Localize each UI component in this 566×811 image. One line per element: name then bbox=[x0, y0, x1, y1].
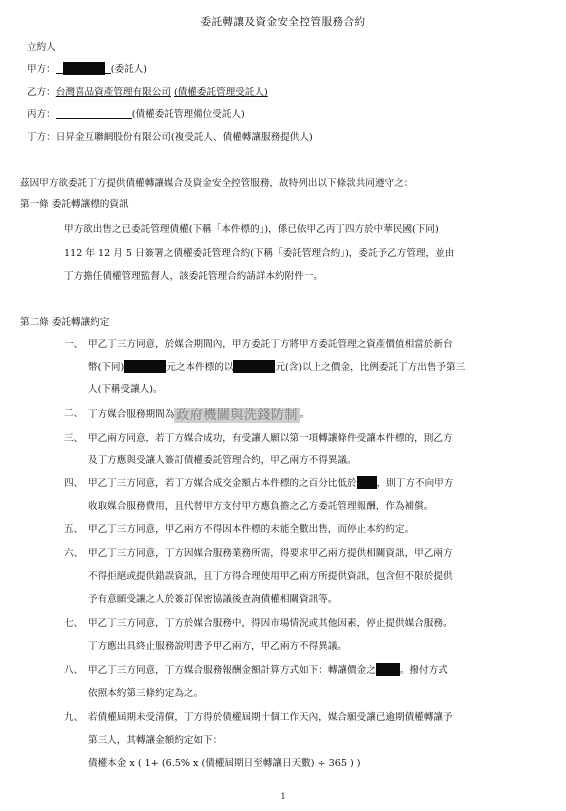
item-4-text-a: 甲乙丁三方同意，若丁方媒合成交金額占本件標的之百分比低於 bbox=[88, 478, 357, 489]
item-6-line-3: 予有意願受讓之人於簽訂保密協議後查詢債權相關資訊等。 bbox=[88, 594, 338, 605]
item-9-line-2: 第三人，其轉讓金額約定如下： bbox=[88, 735, 223, 746]
party-d-label: 丁方： bbox=[27, 132, 56, 143]
item-5-number: 五、 bbox=[64, 524, 84, 535]
item-2-line-1 bbox=[88, 404, 309, 423]
party-c-line bbox=[27, 106, 245, 120]
item-7-line-2: 丁方應出具終止服務說明書予甲乙兩方，甲乙兩方不得異議。 bbox=[88, 641, 348, 652]
party-a-label: 甲方： bbox=[27, 64, 56, 75]
page-number: 1 bbox=[280, 792, 286, 801]
item-2-watermark: 政府機關與洗錢防制 bbox=[176, 408, 298, 423]
item-1-text-c: 元(含)以上之價金，比例委託丁方出售予第三 bbox=[275, 362, 466, 373]
article-2-heading: 第二條 委託轉讓約定 bbox=[20, 317, 110, 328]
item-8-text-b: 。撥付方式 bbox=[399, 665, 448, 676]
item-1-redaction-1 bbox=[124, 360, 166, 373]
item-9-number: 九、 bbox=[64, 712, 84, 723]
party-b-label: 乙方： bbox=[27, 87, 56, 98]
party-b-line bbox=[27, 84, 268, 98]
parties-heading: 立約人 bbox=[27, 42, 56, 53]
item-8-line-1 bbox=[88, 662, 448, 676]
item-4-redaction bbox=[357, 476, 377, 489]
item-1-line-2 bbox=[88, 359, 465, 373]
item-8-number: 八、 bbox=[64, 665, 84, 676]
item-1-number: 一、 bbox=[64, 339, 84, 350]
item-5-line-1: 甲乙丁三方同意，甲乙兩方不得因本件標的未能全數出售，而停止本約約定。 bbox=[88, 524, 415, 535]
item-8-text-a: 甲乙丁三方同意，丁方媒合服務報酬金額計算方式如下：轉讓價金之 bbox=[88, 665, 376, 676]
item-4-line-2: 收取媒合服務費用，且代替甲方支付甲方應負擔之乙方委託管理報酬，作為補償。 bbox=[88, 501, 434, 512]
party-c-role: (債權委託管理備位受託人) bbox=[131, 109, 245, 120]
item-2-number: 二、 bbox=[64, 408, 84, 419]
item-8-redaction bbox=[376, 663, 400, 676]
party-c-blank bbox=[56, 107, 132, 119]
item-7-number: 七、 bbox=[64, 618, 84, 629]
item-1-text-a: 幣(下同) bbox=[88, 362, 125, 373]
item-1-line-3: 人(下稱受讓人)。 bbox=[88, 384, 163, 395]
item-7-line-1: 甲乙丁三方同意，丁方於媒合服務中，得因市場情況或其他因素，停止提供媒合服務。 bbox=[88, 618, 453, 629]
item-6-line-1: 甲乙丁三方同意，丁方因媒合服務業務所需，得要求甲乙兩方提供相關資訊，甲乙兩方 bbox=[88, 548, 453, 559]
party-a-line bbox=[27, 61, 147, 75]
article-1-line-2: 112 年 12 月 5 日簽署之債權委託管理合約(下稱「委託管理合約」)，委託予乙方管理，並由 bbox=[64, 248, 455, 259]
item-2-text-a: 丁方媒合服務期間為 bbox=[88, 409, 175, 420]
item-9-formula: 債權本金 x ( 1+ (6.5% x (債權屆期日至轉讓日天數) ÷ 365 ) ) bbox=[88, 758, 361, 769]
item-6-number: 六、 bbox=[64, 548, 84, 559]
item-4-line-1 bbox=[88, 475, 453, 489]
party-a-role: (委託人) bbox=[110, 64, 148, 75]
item-6-line-2: 不得拒絕或提供錯誤資訊，且丁方得合理使用甲乙兩方所提供資訊，包含但不限於提供 bbox=[88, 571, 453, 582]
item-4-number: 四、 bbox=[64, 478, 84, 489]
article-1-line-1: 甲方欲出售之已委託管理債權(下稱「本件標的」)，係已依甲乙丙丁四方於中華民國(下同) bbox=[64, 224, 439, 235]
item-3-line-2: 及丁方應與受讓人簽訂債權委託管理合約，甲乙兩方不得異議。 bbox=[88, 455, 357, 466]
party-c-label: 丙方： bbox=[27, 109, 56, 120]
article-1-heading: 第一條 委託轉讓標的資訊 bbox=[20, 199, 129, 210]
party-d-line bbox=[27, 129, 313, 143]
item-1-redaction-2 bbox=[233, 360, 275, 373]
party-d-name: 日昇金互聯網股份有限公司(複受託人、債權轉讓服務提供人) bbox=[55, 132, 313, 143]
item-8-line-2: 依照本約第三條約定為之。 bbox=[88, 688, 204, 699]
document-title: 委託轉讓及資金安全控管服務合約 bbox=[200, 16, 366, 28]
article-1-line-3: 丁方擔任債權管理監督人，該委託管理合約請詳本約附件一。 bbox=[64, 271, 324, 282]
item-3-number: 三、 bbox=[64, 433, 84, 444]
party-b-role: (債權委託管理受託人) bbox=[173, 87, 268, 98]
party-a-underline bbox=[56, 62, 63, 74]
item-9-line-1: 若債權屆期未受清償，丁方得於債權屆期十個工作天內，媒合願受讓已逾期債權轉讓予 bbox=[88, 712, 453, 723]
intro-paragraph: 茲因甲方欲委託丁方提供債權轉讓媒合及資金安全控管服務，故特列出以下條款共同遵守之： bbox=[20, 178, 414, 189]
item-3-line-1: 甲乙兩方同意，若丁方媒合成功，有受讓人願以第一項轉讓條件受讓本件標的，則乙方 bbox=[88, 433, 453, 444]
item-4-text-b: ，則丁方不向甲方 bbox=[376, 478, 454, 489]
party-a-redaction bbox=[63, 62, 105, 75]
item-2-text-b: 。 bbox=[299, 409, 310, 420]
item-1-text-b: 元之本件標的以 bbox=[166, 362, 234, 373]
party-b-name: 台灣喜品資產管理有限公司 bbox=[55, 87, 171, 98]
item-1-line-1: 甲乙丁三方同意，於媒合期間內，甲方委託丁方將甲方委託管理之資產價值相當於新台 bbox=[88, 339, 453, 350]
